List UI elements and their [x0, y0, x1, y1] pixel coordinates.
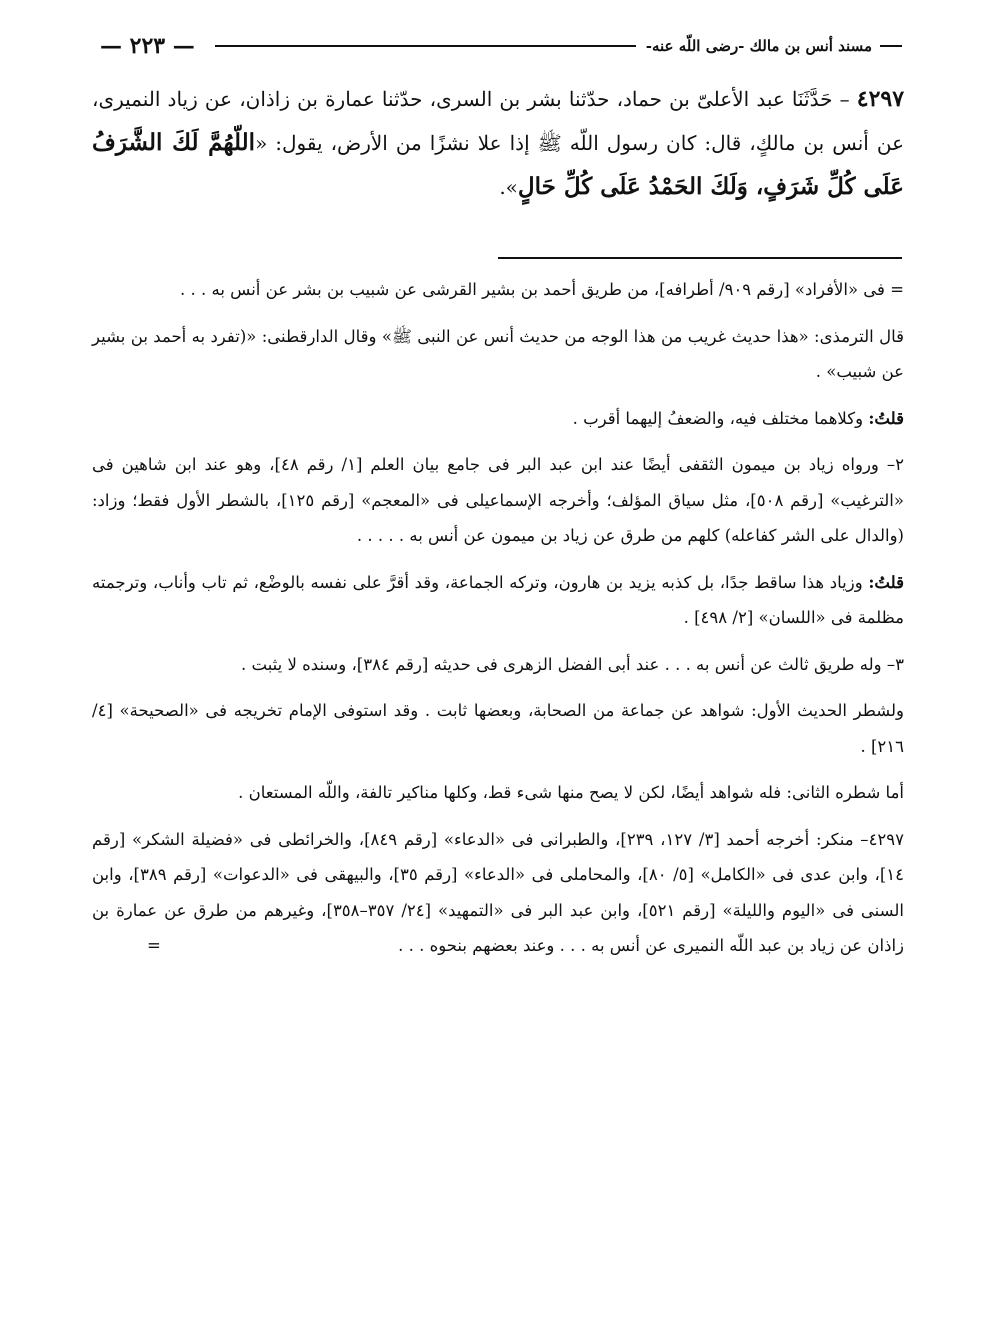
footnote-first-half: ولشطر الحديث الأول: شواهد عن جماعة من الصحابة، وبعضها ثابت . وقد استوفى الإمام تخريجه فى «الصحيحة» [٤/ ٢١٦] .: [92, 701, 904, 756]
hadith-closing: ».: [499, 175, 518, 199]
comment-text: وزياد هذا ساقط جدًا، بل كذبه يزيد بن هارون، وتركه الجماعة، وقد أقرَّ على نفسه بالوضْع، ثم تاب وأناب، وترجمته مظلمة فى «اللسان» [٢/ ٤٩٨] .: [92, 572, 904, 627]
hadith-isnad: – حَدَّثَنَا عبد الأعلىّ بن حماد، حدّثنا بشر بن السرى، حدّثنا عمارة بن زاذان، عن زياد النميرى، عن أنس بن مالكٍ، قال: كان رسول اللّه ﷺ إذا علا نشزًا من الأرض، يقول: «: [92, 87, 905, 155]
footnote-second-half: أما شطره الثانى: فله شواهد أيضًا، لكن لا يصح منها شىء قط، وكلها مناكير تالفة، واللّه المستعان .: [238, 783, 904, 802]
running-title: مسند أنس بن مالك -رضى اللّه عنه-: [645, 37, 872, 55]
hadith-prayer: اللّهُمَّ لَكَ الشَّرَفُ عَلَى كُلِّ شَرَفٍ، وَلَكَ الحَمْدُ عَلَى كُلِّ حَالٍ: [92, 129, 904, 200]
page-number: — ٢٢٣ —: [100, 33, 195, 59]
footnotes: [92, 272, 904, 975]
qultu-label: قلتُ:: [868, 408, 904, 428]
footnote-comment-2: [92, 565, 904, 636]
comment-text: وكلاهما مختلف فيه، والضعفُ إليهما أقرب .: [572, 408, 869, 428]
footnote-continuation: = فى «الأفراد» [رقم ٩٠٩/ أطرافه]، من طريق أحمد بن بشير القرشى عن شبيب بن بشر عن أنس به . . .: [180, 280, 904, 299]
footnote-separator: [498, 257, 902, 259]
header-dash: [880, 45, 902, 47]
takhrij-text: ٤٢٩٧– منكر: أخرجه أحمد [٣/ ١٢٧، ٢٣٩]، والطبرانى فى «الدعاء» [رقم ٨٤٩]، والخرائطى فى «فضيلة الشكر» [رقم ١٤]، وابن عدى فى «الكامل» [٥/ ٨٠]، والمحاملى فى «الدعاء» [رقم ٣٥]، والبيهقى فى «الدعوات» [رقم ٣٨٩]، وابن السنى فى «اليوم والليلة» [رقم ٥٢١]، وابن عبد البر فى «التمهيد» [٢٤/ ٣٥٧–٣٥٨]، وغيرهم من طرق عن عمارة بن زاذان عن زياد بن عبد اللّه النميرى عن أنس به . . . وعند بعضهم بنحوه . . .: [92, 829, 905, 955]
continuation-mark: =: [147, 936, 161, 955]
footnote-tirmidhi: قال الترمذى: «هذا حديث غريب من هذا الوجه من حديث أنس عن النبى ﷺ» وقال الدارقطنى: «(تفرد به أحمد بن بشير عن شبيب» .: [92, 326, 904, 381]
footnote-takhrij: [92, 822, 904, 964]
footnote-route-2: ٢– ورواه زياد بن ميمون الثقفى أيضًا عند ابن عبد البر فى جامع بيان العلم [١/ رقم ٤٨]، وهو عند ابن شاهين فى «الترغيب» [رقم ٥٠٨]، مثل سياق المؤلف؛ وأخرجه الإسماعيلى فى «المعجم» [رقم ١٢٥]، بالشطر الأول فقط؛ وزاد: (والدال على الشر كفاعله) كلهم من طرق عن زياد بن ميمون عن أنس به . . . . .: [92, 455, 905, 545]
header-rule: [215, 45, 636, 47]
qultu-label: قلتُ:: [868, 572, 904, 592]
footnote-route-3: ٣– وله طريق ثالث عن أنس به . . . عند أبى الفضل الزهرى فى حديثه [رقم ٣٨٤]، وسنده لا يثبت .: [241, 654, 904, 674]
running-header: [90, 24, 902, 68]
hadith-number: ٤٢٩٧: [856, 86, 905, 112]
hadith-text: [92, 78, 904, 209]
footnote-comment-1: [92, 401, 904, 437]
